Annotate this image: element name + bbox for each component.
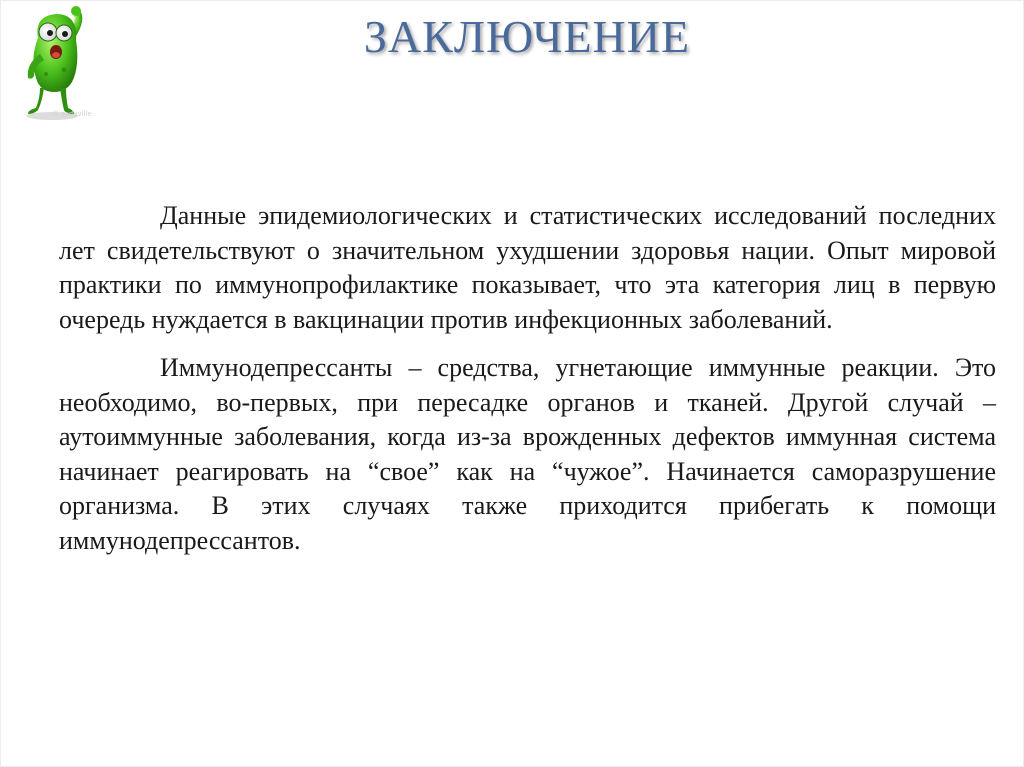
slide-body	[59, 199, 996, 558]
mascot-copyright: © scdaville	[52, 110, 92, 118]
paragraph-immunosuppressants: Иммунодепрессанты – средства, угнетающие иммунные реакции. Это необходимо, во-первых, при пересадке органов и тканей. Другой случай – аутоиммунные заболевания, когда из-за врожденных дефектов иммунная система начинает реагировать на “свое” как на “чужое”. Начинается саморазрушение организма. В этих случаях также приходится прибегать к помощи иммунодепрессантов.	[59, 353, 996, 555]
slide-title: ЗАКЛЮЧЕНИЕ	[363, 11, 691, 62]
paragraph-epidemiology: Данные эпидемиологических и статистических исследований последних лет свидетельствуют о значительном ухудшении здоровья нации. Опыт мировой практики по иммунопрофилактике показывает, что эта категория лиц в первую очередь нуждается в вакцинации против инфекционных заболеваний.	[59, 201, 996, 334]
